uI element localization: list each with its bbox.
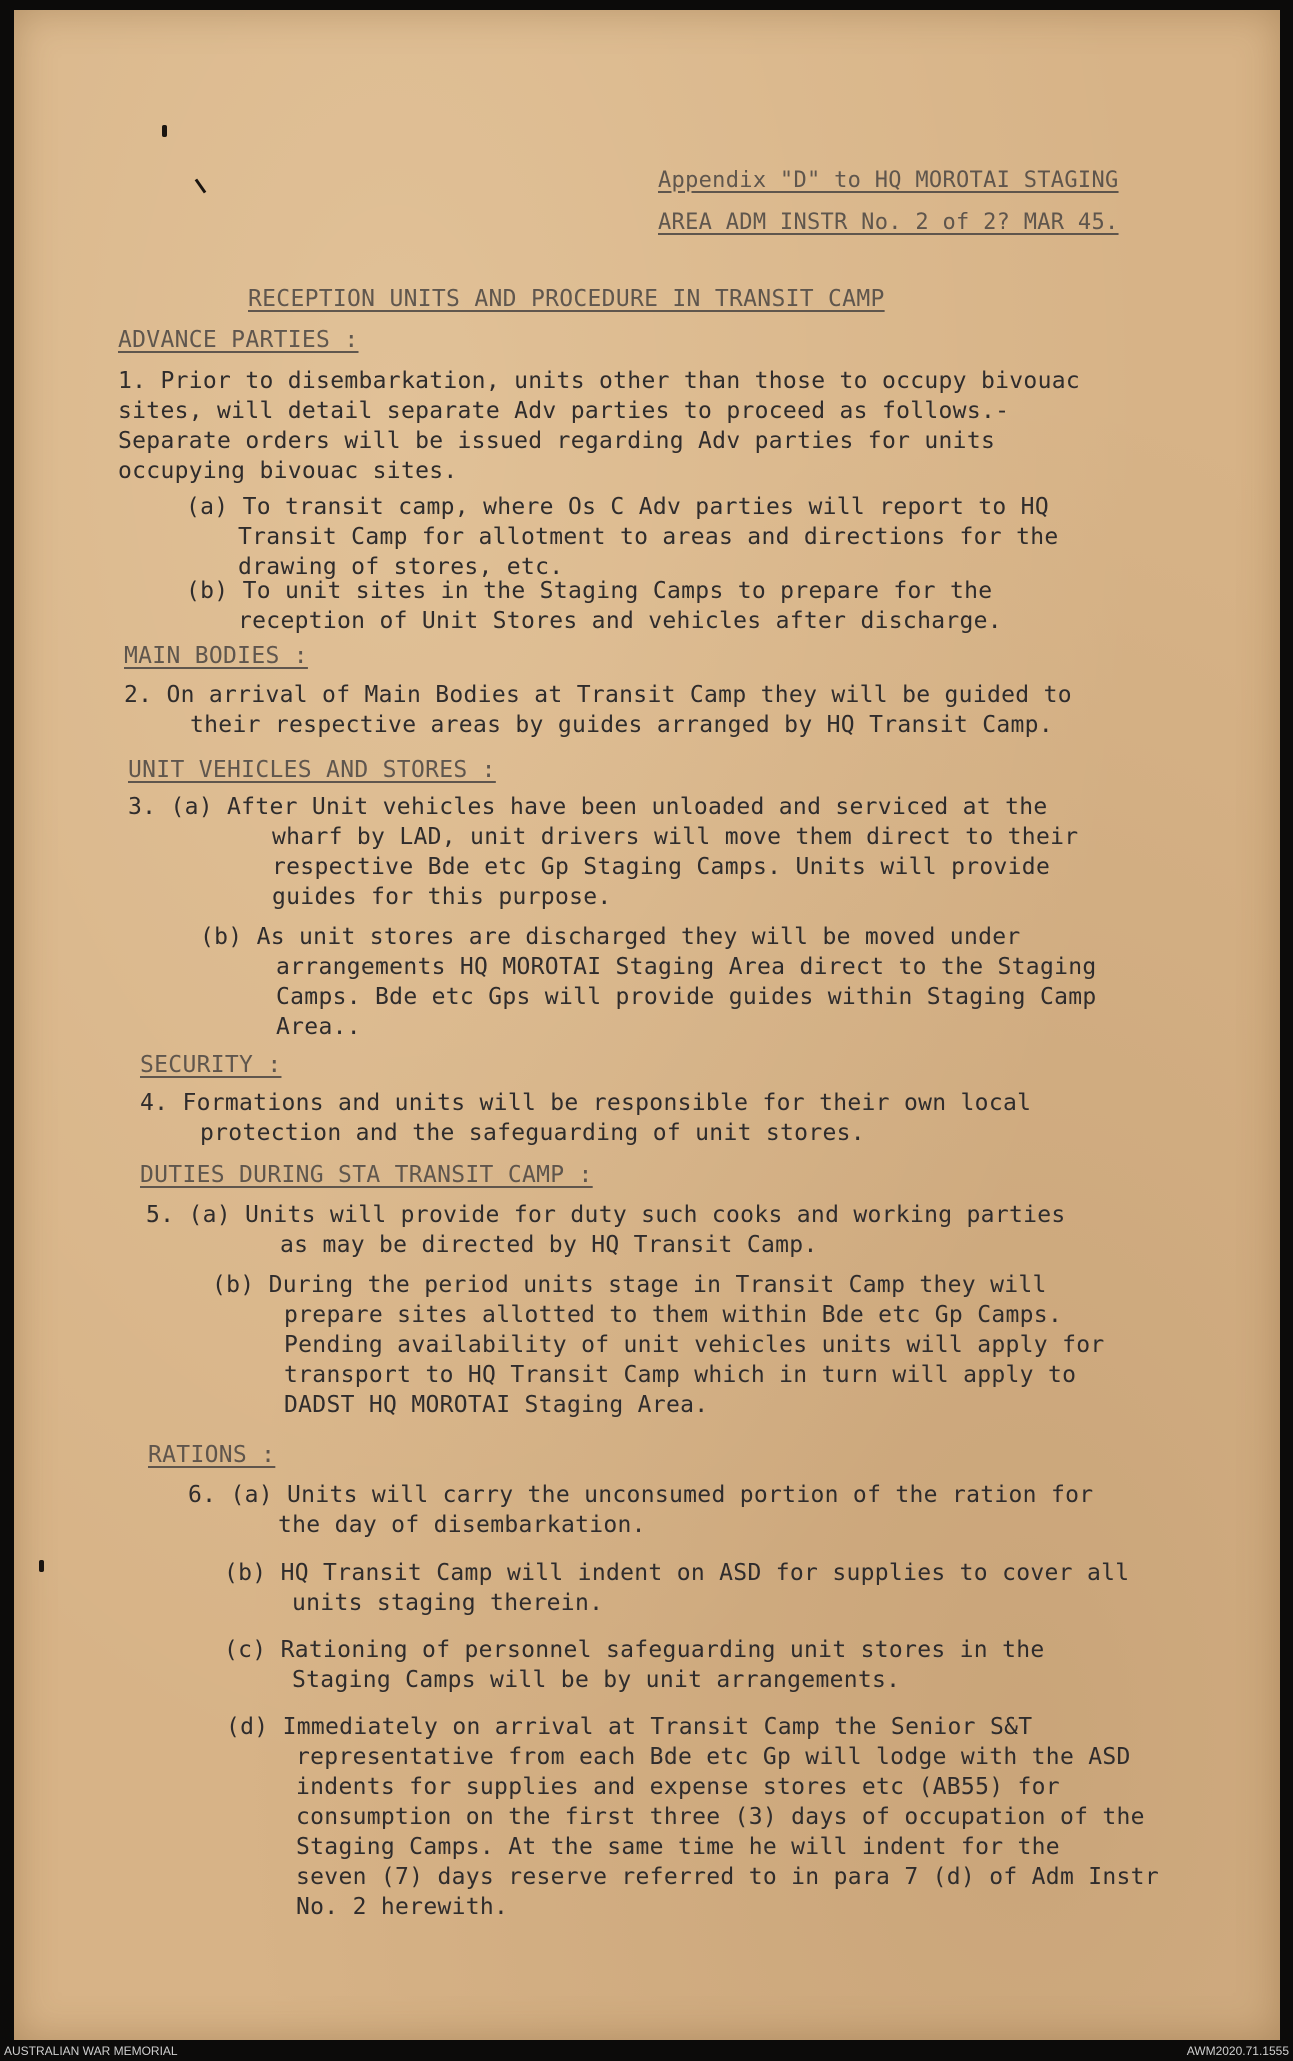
document-title: RECEPTION UNITS AND PROCEDURE IN TRANSIT CAMP: [248, 286, 885, 312]
paragraph-line: 1. Prior to disembarkation, units other than those to occupy bivouac: [118, 368, 1081, 394]
paragraph-line: No. 2 herewith.: [296, 1894, 509, 1920]
paragraph-line: reception of Unit Stores and vehicles after discharge.: [238, 608, 1002, 634]
paragraph-line: Camps. Bde etc Gps will provide guides within Staging Camp: [276, 984, 1097, 1010]
section-heading-security: SECURITY :: [140, 1052, 282, 1078]
paragraph-line: wharf by LAD, unit drivers will move them direct to their: [272, 824, 1079, 850]
paragraph-line: transport to HQ Transit Camp which in turn will apply to: [284, 1362, 1077, 1388]
section-heading-advance-parties: ADVANCE PARTIES :: [118, 327, 359, 353]
paragraph-line: 3. (a) After Unit vehicles have been unloaded and serviced at the: [128, 794, 1048, 820]
paragraph-line: respective Bde etc Gp Staging Camps. Units will provide: [272, 854, 1051, 880]
paragraph-line: 6. (a) Units will carry the unconsumed portion of the ration for: [188, 1482, 1094, 1508]
paragraph-line: arrangements HQ MOROTAI Staging Area direct to the Staging: [276, 954, 1097, 980]
appendix-line-1: Appendix "D" to HQ MOROTAI STAGING: [658, 168, 1119, 193]
paragraph-line: (c) Rationing of personnel safeguarding unit stores in the: [224, 1637, 1045, 1663]
paragraph-line: Area..: [276, 1014, 361, 1040]
section-heading-rations: RATIONS :: [148, 1442, 276, 1468]
paragraph-line: consumption on the first three (3) days of occupation of the: [296, 1804, 1145, 1830]
paragraph-line: (a) To transit camp, where Os C Adv parties will report to HQ: [186, 494, 1049, 520]
section-heading-main-bodies: MAIN BODIES :: [124, 643, 308, 669]
paragraph-line: (b) To unit sites in the Staging Camps to prepare for the: [186, 578, 993, 604]
appendix-line-2: AREA ADM INSTR No. 2 of 2? MAR 45.: [658, 210, 1119, 235]
paragraph-line: Separate orders will be issued regarding Adv parties for units: [118, 428, 996, 454]
section-heading-duties: DUTIES DURING STA TRANSIT CAMP :: [140, 1162, 593, 1188]
paragraph-line: as may be directed by HQ Transit Camp.: [280, 1232, 818, 1258]
paragraph-line: occupying bivouac sites.: [118, 458, 458, 484]
paragraph-line: their respective areas by guides arranged by HQ Transit Camp.: [190, 712, 1053, 738]
paragraph-line: the day of disembarkation.: [278, 1512, 646, 1538]
paragraph-line: (b) HQ Transit Camp will indent on ASD for supplies to cover all: [224, 1560, 1130, 1586]
pen-mark: [195, 179, 207, 194]
paragraph-line: units staging therein.: [292, 1590, 604, 1616]
paragraph-line: sites, will detail separate Adv parties to proceed as follows.-: [118, 398, 1010, 424]
paragraph-line: 4. Formations and units will be responsible for their own local: [140, 1090, 1032, 1116]
paragraph-line: Staging Camps will be by unit arrangements.: [292, 1667, 901, 1693]
punch-mark: [39, 1560, 44, 1572]
paragraph-line: (d) Immediately on arrival at Transit Camp the Senior S&T: [226, 1714, 1033, 1740]
paragraph-line: (b) As unit stores are discharged they will be moved under: [200, 924, 1021, 950]
paragraph-line: DADST HQ MOROTAI Staging Area.: [284, 1392, 709, 1418]
section-heading-unit-vehicles: UNIT VEHICLES AND STORES :: [128, 757, 496, 783]
paragraph-line: seven (7) days reserve referred to in para 7 (d) of Adm Instr: [296, 1864, 1159, 1890]
paragraph-line: 2. On arrival of Main Bodies at Transit Camp they will be guided to: [124, 682, 1072, 708]
paragraph-line: Staging Camps. At the same time he will indent for the: [296, 1834, 1060, 1860]
punch-mark: [162, 125, 167, 137]
paragraph-line: drawing of stores, etc.: [238, 554, 564, 580]
footer-archive-name: AUSTRALIAN WAR MEMORIAL: [4, 2044, 178, 2058]
paragraph-line: Transit Camp for allotment to areas and directions for the: [238, 524, 1059, 550]
paragraph-line: Pending availability of unit vehicles units will apply for: [284, 1332, 1105, 1358]
paragraph-line: prepare sites allotted to them within Bde etc Gp Camps.: [284, 1302, 1063, 1328]
paragraph-line: (b) During the period units stage in Transit Camp they will: [212, 1272, 1047, 1298]
paragraph-line: indents for supplies and expense stores etc (AB55) for: [296, 1774, 1060, 1800]
paragraph-line: guides for this purpose.: [272, 884, 612, 910]
paragraph-line: protection and the safeguarding of unit stores.: [200, 1120, 865, 1146]
paragraph-line: representative from each Bde etc Gp will lodge with the ASD: [296, 1744, 1131, 1770]
footer-catalogue-number: AWM2020.71.1555: [1186, 2044, 1289, 2058]
paragraph-line: 5. (a) Units will provide for duty such cooks and working parties: [146, 1202, 1066, 1228]
